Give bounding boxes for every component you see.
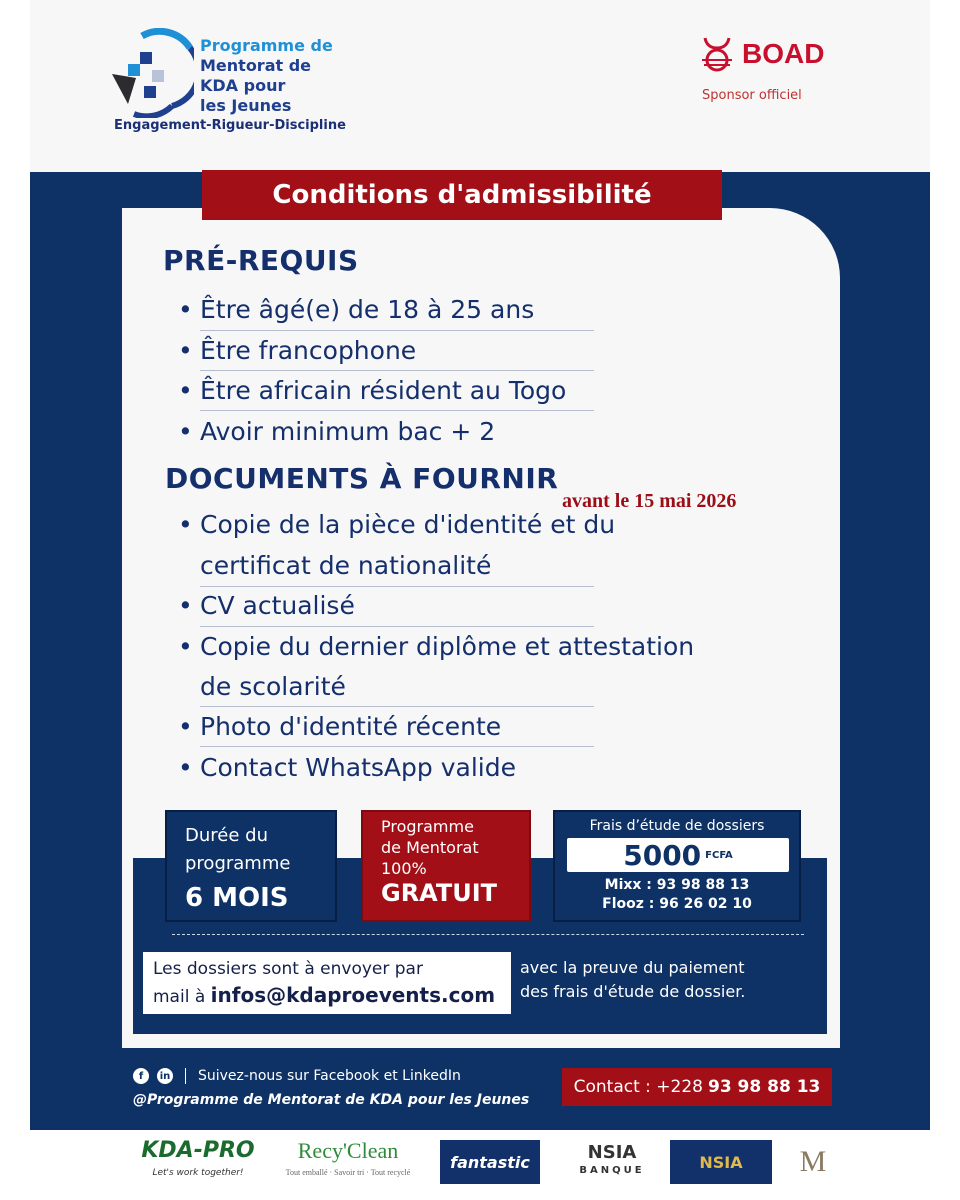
duration-label: Durée du (185, 825, 268, 846)
nsia-banque-logo (560, 1140, 664, 1184)
documents-heading: DOCUMENTS À FOURNIR (165, 462, 559, 495)
send-instructions-box (143, 952, 511, 1014)
list-item-text: Être africain résident au Togo (200, 376, 567, 405)
m-logo: M (799, 1145, 827, 1178)
list-item-text: Copie de la pièce d'identité et du (200, 510, 616, 539)
list-item-text: Contact WhatsApp valide (200, 753, 516, 782)
sponsor-name: BOAD (742, 38, 825, 69)
dashed-divider (172, 934, 804, 935)
kda-pro-name: KDA-PRO (141, 1138, 255, 1163)
nsia-assurances-logo: NSIA (670, 1140, 772, 1184)
list-item: • Avoir minimum bac + 2 (178, 417, 496, 446)
divider (200, 410, 594, 411)
list-item-text: Être âgé(e) de 18 à 25 ans (200, 295, 535, 324)
recyclean-name: Recy'Clean (297, 1138, 399, 1163)
list-item: • Être francophone (178, 336, 417, 365)
fees-title: Frais d’étude de dossiers (589, 818, 765, 834)
contact-number[interactable]: 93 98 88 13 (707, 1077, 821, 1097)
list-item: • Copie de la pièce d'identité et du (178, 510, 616, 539)
send-instructions-note (520, 956, 820, 1004)
program-name-line: KDA pour (200, 76, 286, 95)
free-value: GRATUIT (381, 879, 498, 907)
social-follow (133, 1068, 461, 1084)
program-name (200, 36, 340, 116)
free-label: Programme (381, 817, 474, 836)
fee-amount (567, 838, 789, 872)
list-item-text: Copie du dernier diplôme et attestation (200, 632, 695, 661)
fee-amount-value: 5000 (623, 838, 702, 872)
duration-value: 6 MOIS (185, 883, 289, 913)
send-note-line: avec la preuve du paiement (520, 958, 745, 977)
email-link[interactable]: infos@kdaproevents.com (210, 983, 496, 1007)
facebook-icon[interactable]: f (133, 1068, 149, 1084)
program-name-line: Programme de (200, 36, 333, 55)
nsia-banque-name: NSIA (587, 1142, 637, 1163)
nsia-banque-sub: BANQUE (579, 1165, 645, 1176)
list-item: • Copie du dernier diplôme et attestation (178, 632, 695, 661)
list-item-text: Avoir minimum bac + 2 (200, 417, 496, 446)
list-item-continuation: de scolarité (200, 672, 346, 701)
free-program-box (361, 810, 531, 922)
mixx-number: Mixx : 93 98 88 13 (604, 877, 750, 893)
contact-box (562, 1068, 832, 1106)
free-label: de Mentorat (381, 838, 479, 857)
duration-label: programme (185, 853, 291, 874)
program-tagline: Engagement-Rigueur-Discipline (114, 118, 346, 133)
send-line-prefix: mail à (153, 987, 206, 1007)
kda-pro-logo (140, 1140, 256, 1184)
boad-logo (700, 34, 824, 74)
divider (185, 1068, 186, 1084)
list-item: • Être africain résident au Togo (178, 376, 567, 405)
follow-text: Suivez-nous sur Facebook et LinkedIn (198, 1068, 461, 1084)
list-item-text: CV actualisé (200, 591, 355, 620)
kda-program-logo-icon (112, 28, 194, 118)
prerequisites-heading: PRÉ-REQUIS (163, 244, 359, 277)
list-item-text: Être francophone (200, 336, 417, 365)
list-item: • Contact WhatsApp valide (178, 753, 516, 782)
list-item-text: Photo d'identité récente (200, 712, 502, 741)
send-line: Les dossiers sont à envoyer par (153, 959, 423, 979)
contact-prefix: Contact : +228 (573, 1077, 703, 1097)
fees-box (553, 810, 801, 922)
free-label: 100% (381, 859, 427, 878)
social-handle: @Programme de Mentorat de KDA pour les Jeunes (133, 1092, 530, 1108)
deadline-note: avant le 15 mai 2026 (562, 490, 737, 512)
recyclean-tagline: Tout emballé · Savoir tri · Tout recyclé (285, 1168, 411, 1177)
list-item: • Être âgé(e) de 18 à 25 ans (178, 295, 535, 324)
list-item-continuation: certificat de nationalité (200, 551, 492, 580)
program-name-line: les Jeunes (200, 96, 292, 115)
list-item: • CV actualisé (178, 591, 355, 620)
page-title: Conditions d'admissibilité (202, 170, 722, 220)
divider (200, 746, 594, 747)
boad-bull-icon (700, 34, 734, 74)
kda-pro-tagline: Let's work together! (152, 1168, 244, 1178)
duration-box (165, 810, 337, 922)
list-item: • Photo d'identité récente (178, 712, 502, 741)
recyclean-logo (278, 1140, 418, 1184)
send-note-line: des frais d'étude de dossier. (520, 982, 746, 1001)
linkedin-icon[interactable]: in (157, 1068, 173, 1084)
fee-currency: FCFA (705, 849, 733, 861)
program-name-line: Mentorat de (200, 56, 312, 75)
fantastic-studio-logo: fantastic (440, 1140, 540, 1184)
flooz-number: Flooz : 96 26 02 10 (602, 896, 752, 912)
sponsor-label: Sponsor officiel (702, 88, 802, 103)
